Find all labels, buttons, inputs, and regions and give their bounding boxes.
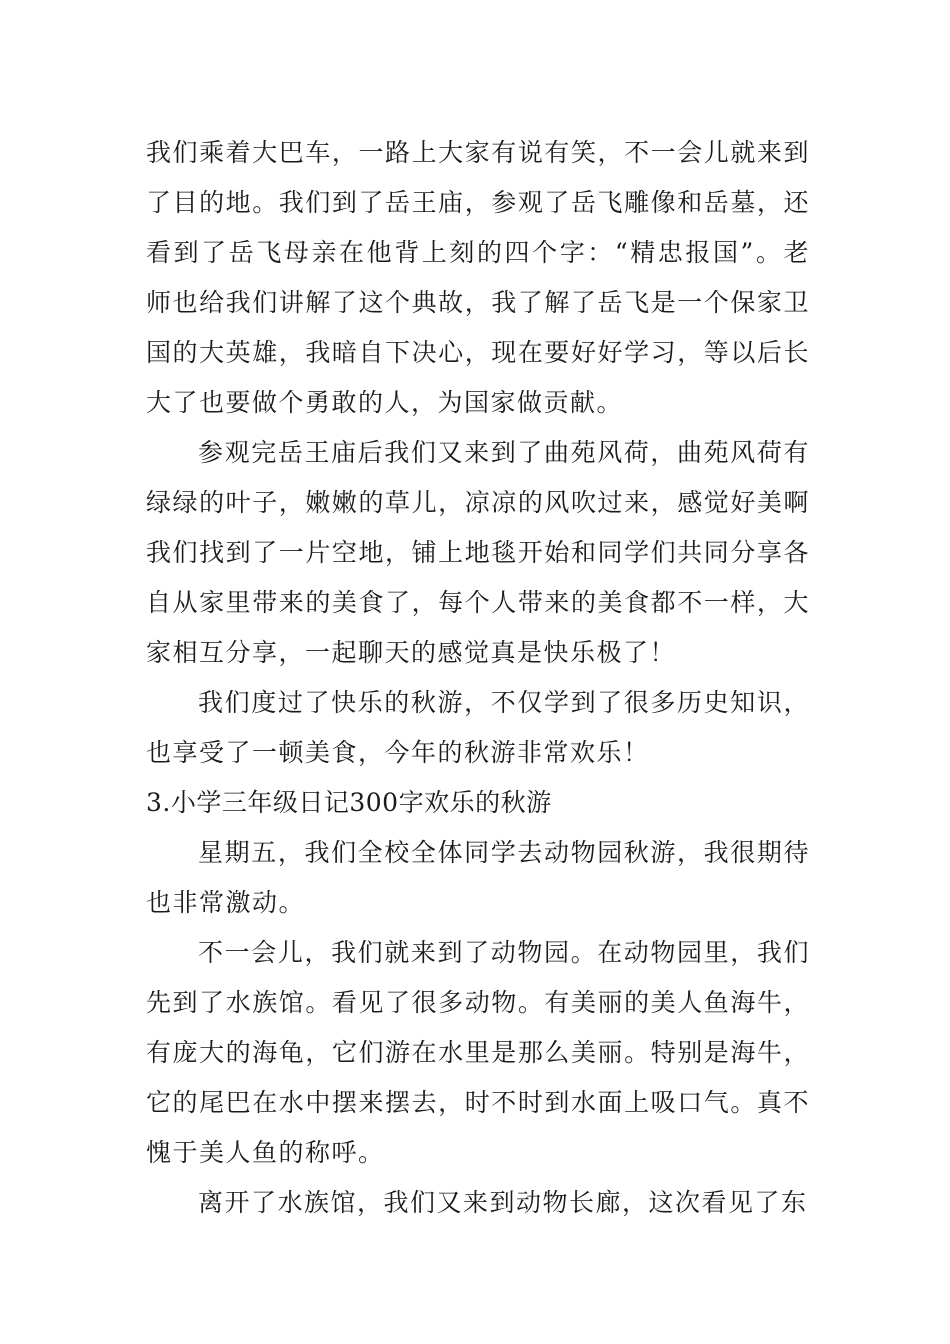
paragraph-lotus-garden: 参观完岳王庙后我们又来到了曲苑风荷，曲苑风荷有绿绿的叶子，嫩嫩的草儿，凉凉的风吹过来，感觉好美啊我们找到了一片空地，铺上地毯开始和同学们共同分享各自从家里带来的美食了，每个人带来的美食都不一样，大家相互分享，一起聊天的感觉真是快乐极了！ — [146, 438, 810, 667]
section-heading: 3.小学三年级日记300字欢乐的秋游 — [146, 788, 552, 817]
paragraph-friday-trip: 星期五，我们全校全体同学去动物园秋游，我很期待也非常激动。 — [146, 838, 810, 917]
document-page — [146, 128, 810, 1228]
paragraph-animal-corridor: 离开了水族馆，我们又来到动物长廊，这次看见了东 — [198, 1188, 808, 1217]
paragraph-bus-trip: 我们乘着大巴车，一路上大家有说有笑，不一会儿就来到了目的地。我们到了岳王庙，参观了岳飞雕像和岳墓，还看到了岳飞母亲在他背上刻的四个字：“精忠报国”。老师也给我们讲解了这个典故，我了解了岳飞是一个保家卫国的大英雄，我暗自下决心，现在要好好学习，等以后长大了也要做个勇敢的人，为国家做贡献。 — [146, 138, 810, 417]
paragraph-conclusion: 我们度过了快乐的秋游，不仅学到了很多历史知识，也享受了一顿美食，今年的秋游非常欢乐！ — [146, 688, 810, 767]
paragraph-aquarium: 不一会儿，我们就来到了动物园。在动物园里，我们先到了水族馆。看见了很多动物。有美丽的美人鱼海牛，有庞大的海龟，它们游在水里是那么美丽。特别是海牛，它的尾巴在水中摆来摆去，时不时到水面上吸口气。真不愧于美人鱼的称呼。 — [146, 938, 810, 1167]
